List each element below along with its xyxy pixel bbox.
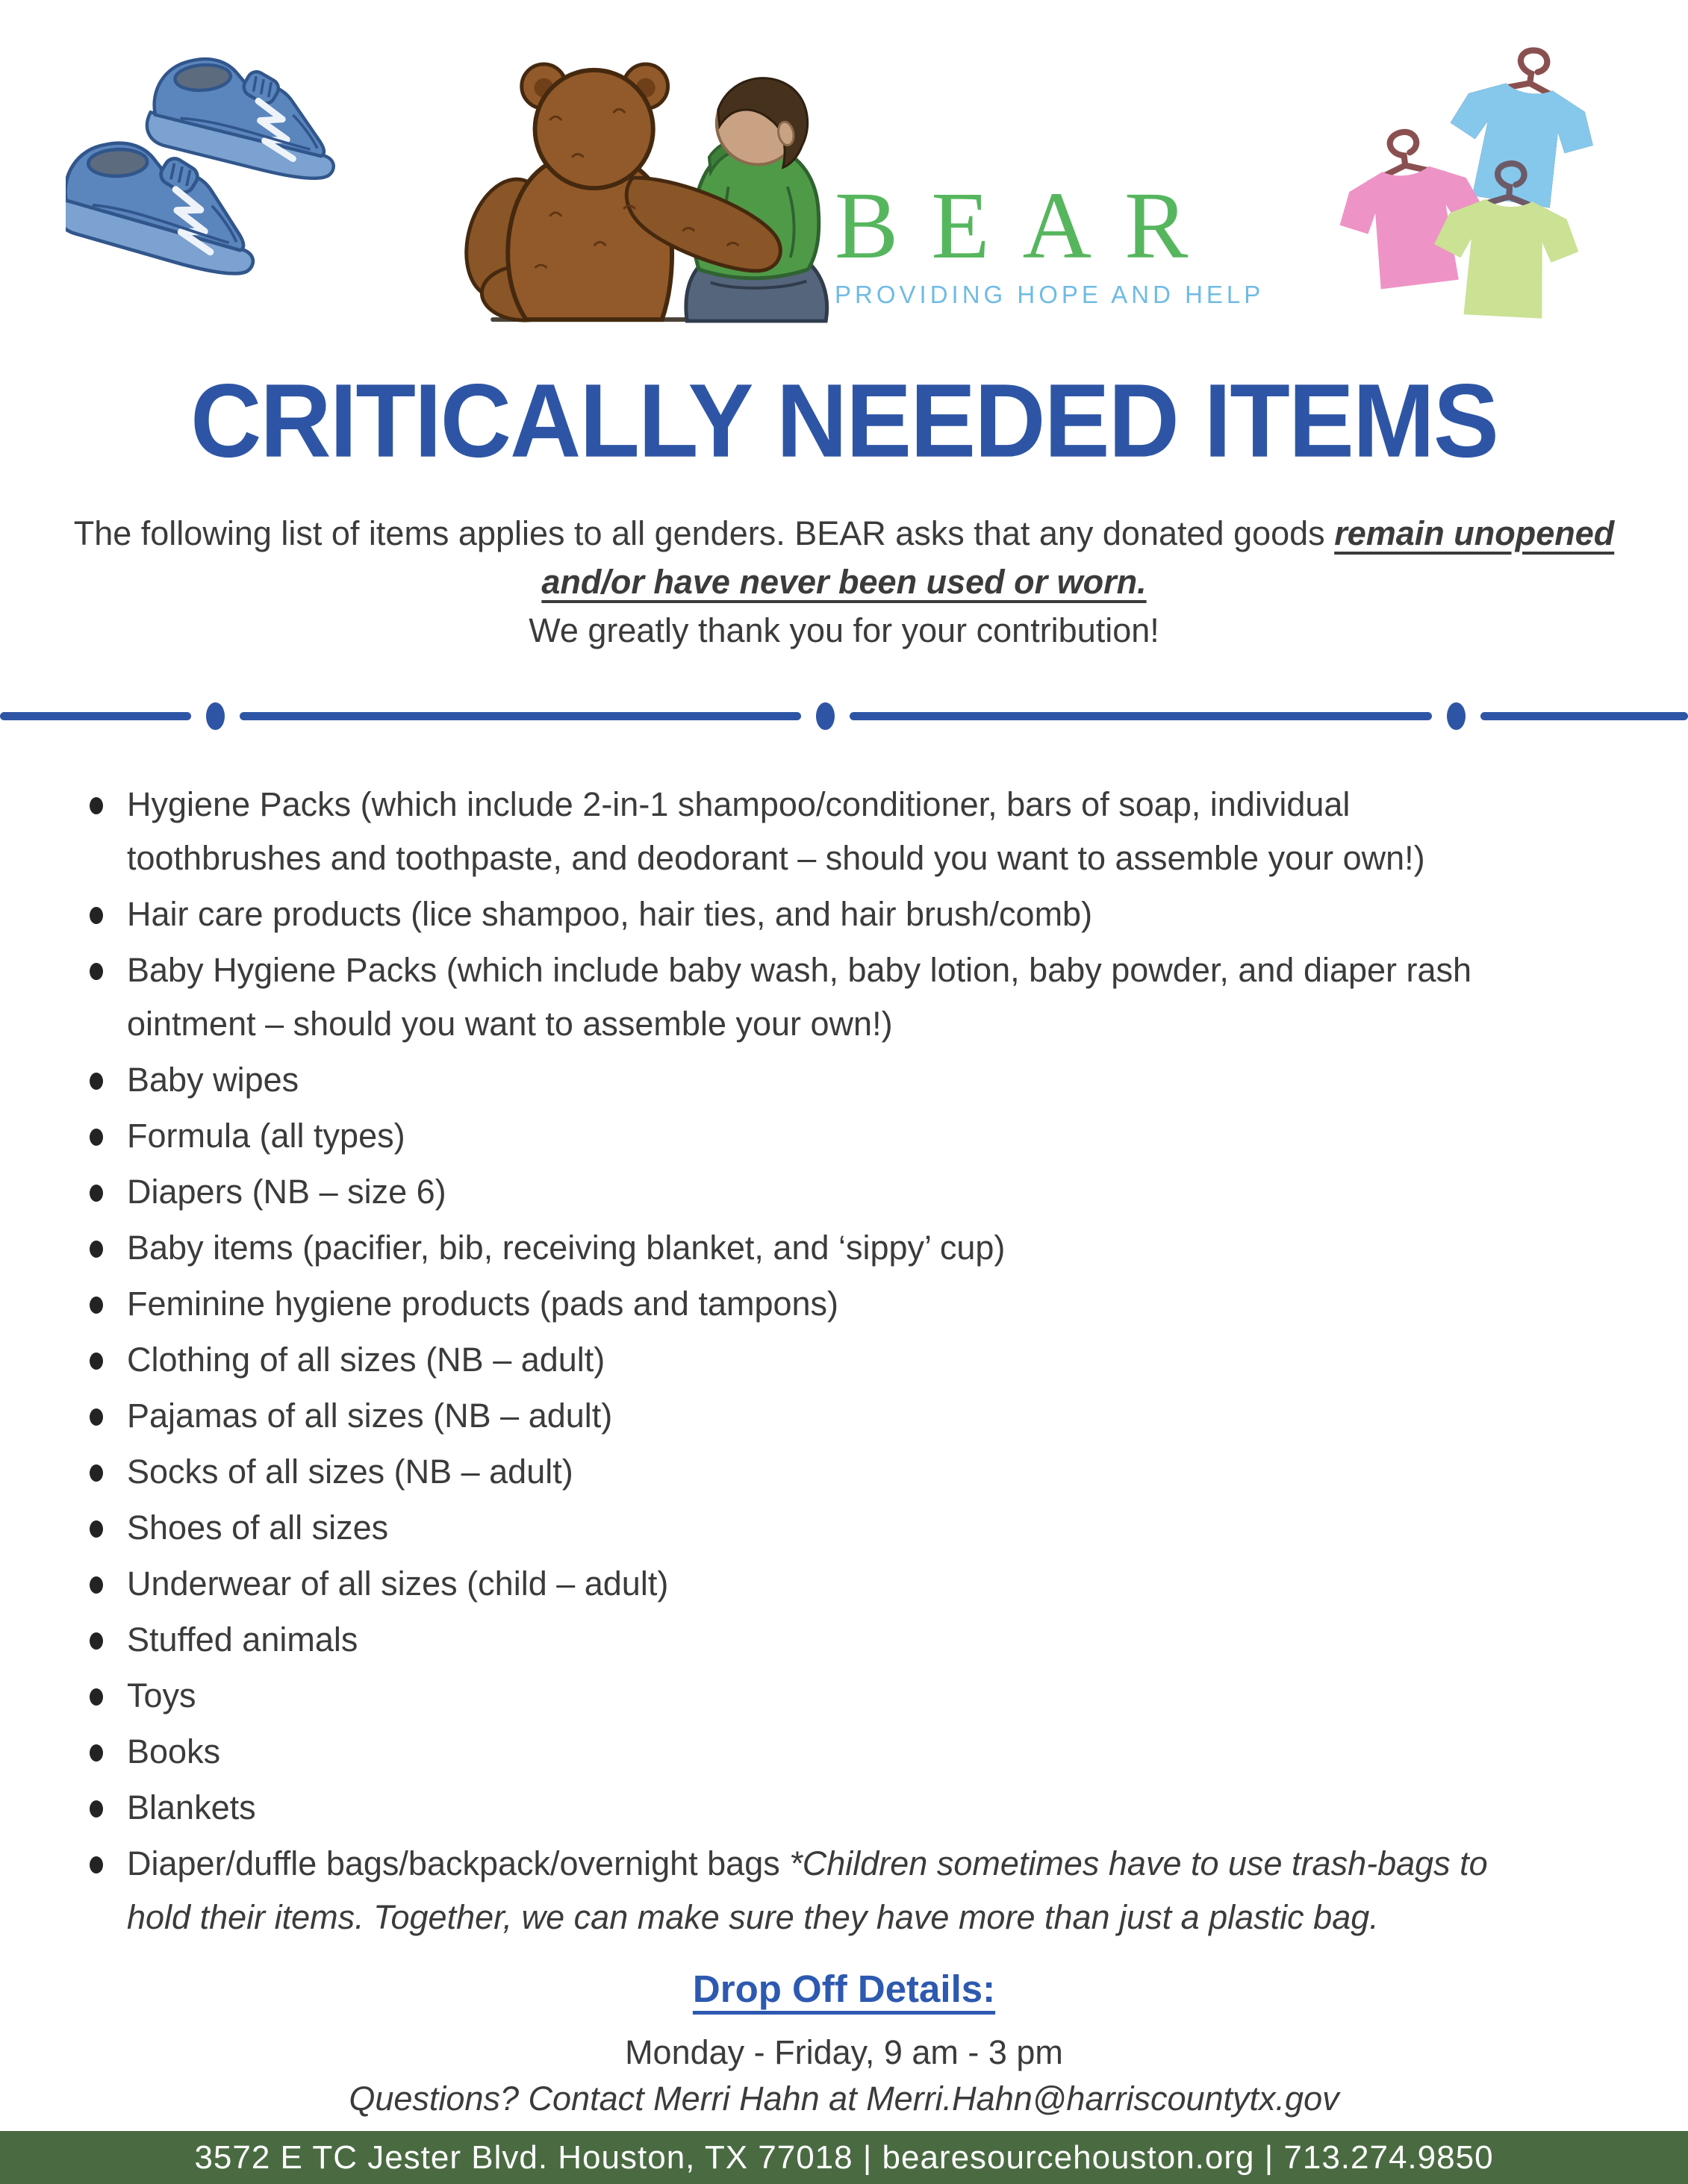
intro-lead: The following list of items applies to all genders. BEAR asks that any donated goods: [73, 514, 1335, 552]
list-item: Hygiene Packs (which include 2-in-1 shampoo/conditioner, bars of soap, individual toothbrushes and toothpaste, and deodorant – should you want to assemble your own!): [84, 778, 1553, 885]
intro-emphasis: remain unopened and/or have never been used or worn.: [541, 514, 1615, 601]
divider-line: [240, 712, 801, 720]
divider-dot: [1447, 702, 1466, 730]
divider-line: [1480, 712, 1688, 720]
needed-items-list: [84, 778, 1628, 1944]
dropoff-questions: Questions? Contact Merri Hahn at Merri.Hahn@harriscountytx.gov: [349, 2080, 1339, 2118]
list-item: Diapers (NB – size 6): [84, 1165, 1553, 1219]
list-item-note: *Children sometimes have to use trash-bags to hold their items. Together, we can make sure they have more than just a plastic bag.: [127, 1844, 1488, 1937]
list-item: Shoes of all sizes: [84, 1501, 1553, 1555]
list-item: Pajamas of all sizes (NB – adult): [84, 1389, 1553, 1443]
list-item: Books: [84, 1725, 1553, 1779]
list-item: Blankets: [84, 1781, 1553, 1835]
list-item: Underwear of all sizes (child – adult): [84, 1557, 1553, 1611]
page-title: CRITICALLY NEEDED ITEMS: [190, 362, 1498, 479]
list-item: Clothing of all sizes (NB – adult): [84, 1333, 1553, 1387]
divider-line: [0, 712, 191, 720]
list-item: Baby items (pacifier, bib, receiving blanket, and ‘sippy’ cup): [84, 1221, 1553, 1275]
dropoff-heading: Drop Off Details:: [692, 1968, 996, 2011]
list-item: Baby Hygiene Packs (which include baby wash, baby lotion, baby powder, and diaper rash ointment – should you want to assemble your own!): [84, 943, 1553, 1051]
logo-tagline: PROVIDING HOPE AND HELP: [835, 281, 1265, 308]
list-item: Diaper/duffle bags/backpack/overnight bags *Children sometimes have to use trash-bags to hold their items. Together, we can make sure they have more than just a plastic bag.: [84, 1837, 1553, 1944]
tshirts-on-hangers-illustration: [1315, 13, 1645, 327]
divider-line: [850, 712, 1432, 720]
list-item: Stuffed animals: [84, 1613, 1553, 1667]
list-item: Baby wipes: [84, 1053, 1553, 1107]
list-item: Toys: [84, 1669, 1553, 1723]
list-item: Hair care products (lice shampoo, hair ties, and hair brush/comb): [84, 887, 1553, 941]
bear-logo: [835, 172, 1283, 309]
intro-paragraph: [38, 509, 1651, 655]
teddy-bear-and-child-illustration: [437, 61, 840, 327]
dropoff-hours: Monday - Friday, 9 am - 3 pm: [625, 2033, 1063, 2072]
section-divider: [0, 702, 1688, 730]
list-item: Formula (all types): [84, 1109, 1553, 1163]
intro-thanks: We greatly thank you for your contribution!: [529, 611, 1159, 650]
list-item: Socks of all sizes (NB – adult): [84, 1445, 1553, 1499]
footer-bar: [0, 2131, 1688, 2184]
blue-sneakers-illustration: [66, 46, 343, 297]
divider-dot: [816, 702, 835, 730]
logo-wordmark: BEAR: [835, 172, 1221, 278]
divider-dot: [206, 702, 225, 730]
list-item: Feminine hygiene products (pads and tampons): [84, 1277, 1553, 1331]
header: [0, 0, 1688, 340]
footer-contact-line: 3572 E TC Jester Blvd. Houston, TX 77018 | bearesourcehouston.org | 713.274.9850: [194, 2138, 1494, 2176]
